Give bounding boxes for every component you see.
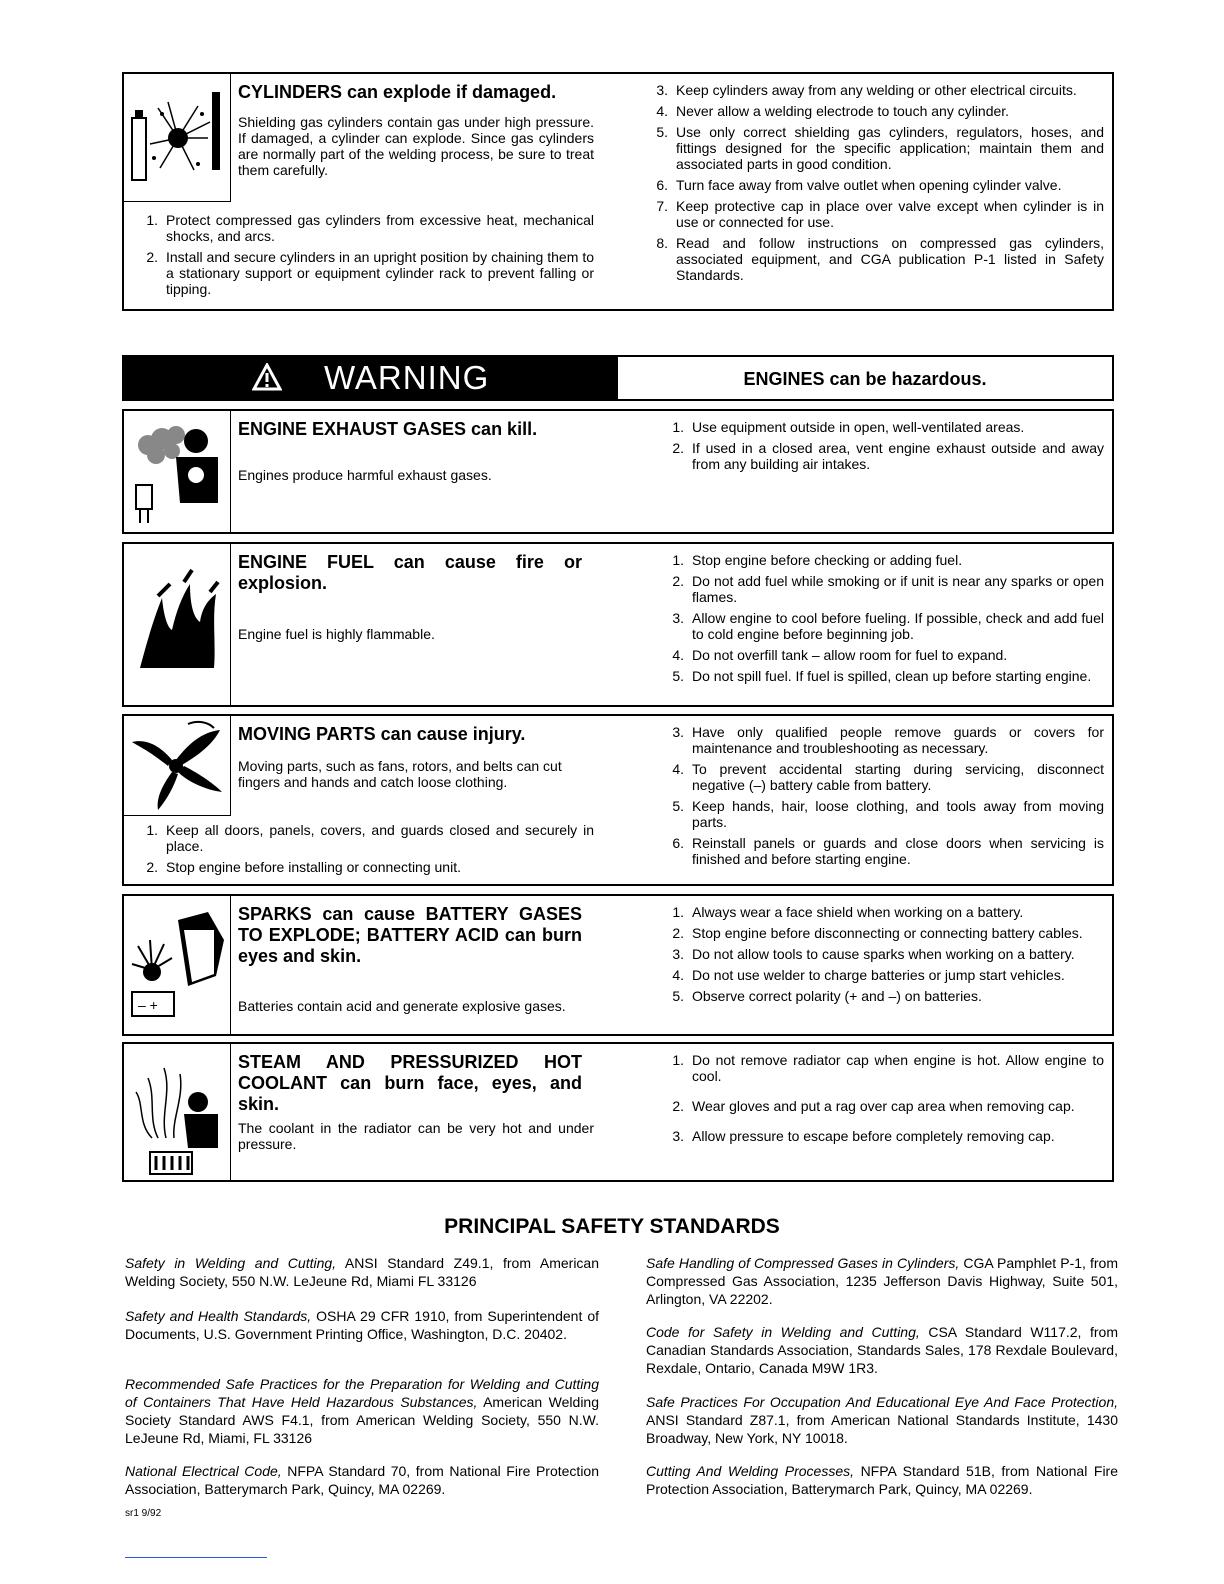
warning-label: WARNING [324, 359, 490, 396]
list-item: 2. Do not add fuel while smoking or if unit is near any sparks or open flames. [672, 573, 1104, 605]
list-item: 2. If used in a closed area, vent engine exhaust outside and away from any building air intakes. [672, 440, 1104, 472]
steam-title: STEAM AND PRESSURIZED HOT COOLANT can burn face, eyes, and skin. [238, 1052, 582, 1114]
list-item: 1. Use equipment outside in open, well-ventilated areas. [672, 419, 1025, 435]
list-item: 3. Keep cylinders away from any welding or other electrical circuits. [656, 82, 1077, 98]
moving-parts-description: Moving parts, such as fans, rotors, and belts can cut fingers and hands and catch loose clothing. [238, 758, 562, 790]
battery-explosion-icon [128, 900, 226, 1030]
warning-banner [122, 355, 618, 401]
moving-parts-icon-cell [124, 716, 231, 816]
radiator-steam-icon [128, 1048, 226, 1178]
revision-code: sr1 9/92 [125, 1508, 162, 1519]
standard-entry: Safe Practices For Occupation And Educational Eye And Face Protection, ANSI Standard Z87.1, from American National Standards Institute, 1430 Broadway, New York, NY 10018. [646, 1394, 1118, 1446]
list-item: 1. Keep all doors, panels, covers, and guards closed and securely in place. [146, 822, 594, 854]
list-item: 5. Observe correct polarity (+ and –) on batteries. [672, 988, 982, 1004]
list-item: 3. Have only qualified people remove guards or covers for maintenance and troubleshooting as necessary. [672, 724, 1104, 756]
list-item: 4. Never allow a welding electrode to touch any cylinder. [656, 103, 1010, 119]
fan-hand-icon [128, 720, 226, 812]
moving-parts-right-list [664, 724, 1104, 872]
battery-title: SPARKS can cause BATTERY GASES TO EXPLODE; BATTERY ACID can burn eyes and skin. [238, 904, 582, 966]
cylinders-description: Shielding gas cylinders contain gas under high pressure. If damaged, a cylinder can explode. Since gas cylinders are normally part of the welding process, be sure to treat them carefully. [238, 114, 594, 178]
exhaust-icon-cell [124, 411, 231, 532]
cylinders-title: CYLINDERS can explode if damaged. [238, 82, 557, 102]
cylinders-section [122, 72, 1114, 311]
standards-title: PRINCIPAL SAFETY STANDARDS [444, 1215, 780, 1238]
list-item: 5. Keep hands, hair, loose clothing, and tools away from moving parts. [672, 798, 1104, 830]
list-item: 1. Protect compressed gas cylinders from excessive heat, mechanical shocks, and arcs. [146, 212, 594, 244]
standard-entry: National Electrical Code, NFPA Standard 70, from National Fire Protection Association, Batterymarch Park, Quincy, MA 02269. [125, 1463, 600, 1497]
exhaust-description: Engines produce harmful exhaust gases. [238, 467, 492, 483]
list-item: 4. To prevent accidental starting during servicing, disconnect negative (–) battery cable from battery. [672, 761, 1104, 793]
fuel-icon-cell [124, 544, 231, 705]
list-item: 4. Do not overfill tank – allow room for fuel to expand. [672, 647, 1008, 663]
standard-entry: Safety and Health Standards, OSHA 29 CFR 1910, from Superintendent of Documents, U.S. Government Printing Office, Washington, D.C. 20402. [125, 1308, 599, 1342]
exhaust-gas-icon [128, 415, 226, 529]
exhaust-section [122, 409, 1114, 534]
battery-list [664, 904, 1104, 1009]
steam-section [122, 1042, 1114, 1182]
exploding-cylinder-icon [128, 78, 226, 196]
list-item: 2. Wear gloves and put a rag over cap area when removing cap. [672, 1098, 1075, 1114]
list-item: 1. Always wear a face shield when working on a battery. [672, 904, 1024, 920]
svg-text:– +: – + [138, 997, 158, 1013]
list-item: 8. Read and follow instructions on compressed gas cylinders, associated equipment, and CGA publication P-1 listed in Safety Standards. [656, 235, 1104, 283]
cylinders-right-list [648, 82, 1104, 288]
fuel-list [664, 552, 1104, 689]
battery-icon-cell [124, 896, 231, 1034]
cylinders-left-list [138, 212, 594, 302]
battery-section [122, 894, 1114, 1036]
moving-parts-section [122, 714, 1114, 886]
moving-parts-title: MOVING PARTS can cause injury. [238, 724, 526, 744]
list-item: 3. Allow engine to cool before fueling. If possible, check and add fuel to cold engine before beginning job. [672, 610, 1104, 642]
standard-entry: Safety in Welding and Cutting, ANSI Standard Z49.1, from American Welding Society, 550 N.W. LeJeune Rd, Miami FL 33126 [125, 1255, 599, 1289]
list-item: 6. Reinstall panels or guards and close doors when servicing is finished and before starting engine. [672, 835, 1104, 867]
fuel-section [122, 542, 1114, 707]
list-item: 4. Do not use welder to charge batteries or jump start vehicles. [672, 967, 1065, 983]
list-item: 3. Do not allow tools to cause sparks when working on a battery. [672, 946, 1075, 962]
steam-list [664, 1052, 1104, 1149]
standard-entry: Safe Handling of Compressed Gases in Cylinders, CGA Pamphlet P-1, from Compressed Gas Association, 1235 Jefferson Davis Highway, Suite 501, Arlington, VA 22202. [646, 1255, 1118, 1307]
footnote-divider [125, 1557, 267, 1558]
standard-entry: Code for Safety in Welding and Cutting, CSA Standard W117.2, from Canadian Standards Association, Standards Sales, 178 Rexdale Boulevard, Rexdale, Ontario, Canada M9W 1R3. [646, 1324, 1118, 1376]
list-item: 3. Allow pressure to escape before completely removing cap. [672, 1128, 1055, 1144]
warning-triangle-icon [252, 363, 282, 391]
flames-icon [128, 548, 226, 698]
steam-description: The coolant in the radiator can be very hot and under pressure. [238, 1120, 594, 1152]
moving-parts-left-list [138, 822, 594, 880]
exhaust-list [664, 419, 1104, 477]
list-item: 5. Use only correct shielding gas cylinders, regulators, hoses, and fittings designed for the specific application; maintain them and associated parts in good condition. [656, 124, 1104, 172]
list-item: 7. Keep protective cap in place over valve except when cylinder is in use or connected for use. [656, 198, 1104, 230]
exhaust-title: ENGINE EXHAUST GASES can kill. [238, 419, 538, 439]
standard-entry: Recommended Safe Practices for the Preparation for Welding and Cutting of Containers That Have Held Hazardous Substances, American Welding Society Standard AWS F4.1, from American Welding Society, 550 N.W. LeJeune Rd, Miami, FL 33126 [125, 1376, 599, 1446]
list-item: 6. Turn face away from valve outlet when opening cylinder valve. [656, 177, 1062, 193]
engines-header: ENGINES can be hazardous. [618, 355, 1114, 401]
list-item: 2. Stop engine before disconnecting or connecting battery cables. [672, 925, 1083, 941]
battery-description: Batteries contain acid and generate explosive gases. [238, 998, 566, 1014]
list-item: 1. Stop engine before checking or adding fuel. [672, 552, 963, 568]
list-item: 2. Stop engine before installing or connecting unit. [146, 859, 461, 875]
fuel-title: ENGINE FUEL can cause fire or explosion. [238, 552, 582, 593]
list-item: 2. Install and secure cylinders in an upright position by chaining them to a stationary support or equipment cylinder rack to prevent falling or tipping. [146, 249, 594, 297]
standard-entry: Cutting And Welding Processes, NFPA Standard 51B, from National Fire Protection Association, Batterymarch Park, Quincy, MA 02269. [646, 1463, 1118, 1497]
list-item: 1. Do not remove radiator cap when engine is hot. Allow engine to cool. [672, 1052, 1104, 1084]
cylinder-icon-cell [124, 74, 231, 202]
steam-icon-cell [124, 1044, 231, 1180]
fuel-description: Engine fuel is highly flammable. [238, 626, 435, 642]
list-item: 5. Do not spill fuel. If fuel is spilled, clean up before starting engine. [672, 668, 1092, 684]
